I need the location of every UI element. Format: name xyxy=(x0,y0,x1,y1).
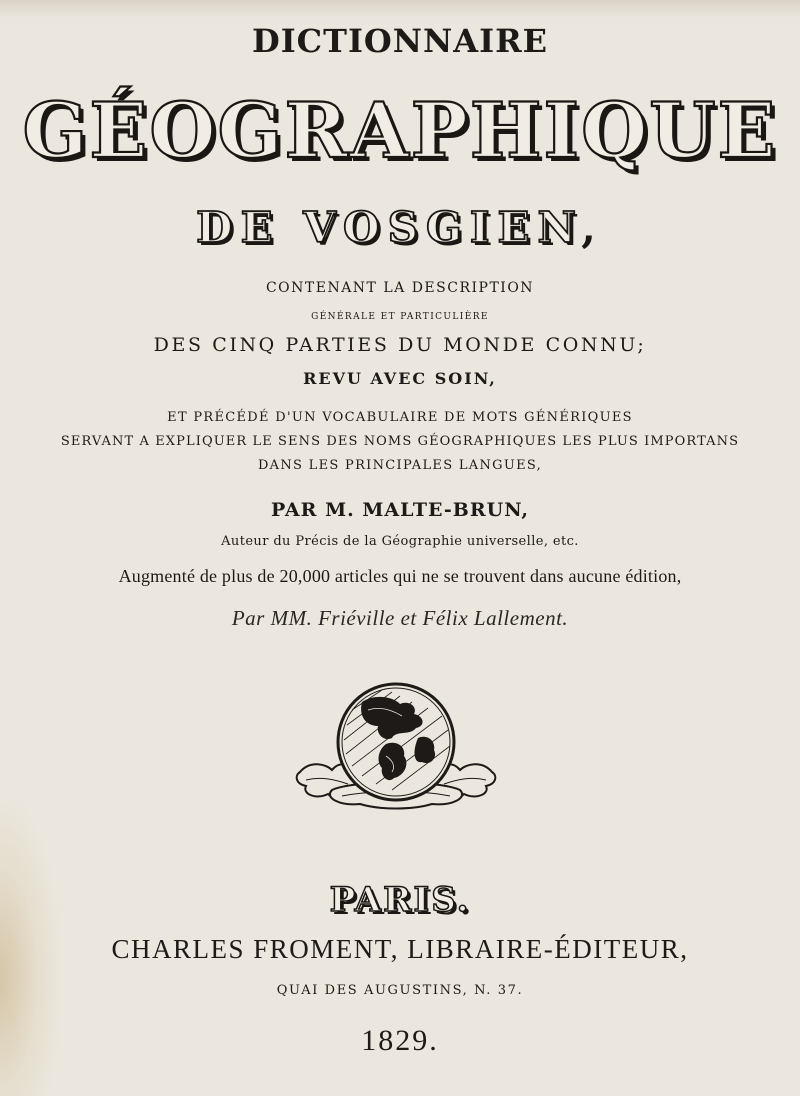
subtitle-precede: ET PRÉCÉDÉ D'UN VOCABULAIRE DE MOTS GÉNÉRIQUES xyxy=(167,410,633,425)
title-de-vosgien-text: DE VOSGIEN xyxy=(196,203,582,252)
subtitle-servant: SERVANT A EXPLIQUER LE SENS DES NOMS GÉOGRAPHIQUES LES PLUS IMPORTANS xyxy=(60,434,740,449)
author-credentials: Auteur du Précis de la Géographie universelle, etc. xyxy=(221,534,579,549)
title-de-vosgien-comma: , xyxy=(581,203,604,252)
imprint-address: QUAI DES AUGUSTINS, N. 37. xyxy=(276,983,524,998)
subtitle-revu: REVU AVEC SOIN, xyxy=(303,369,497,388)
title-de-vosgien xyxy=(0,203,800,252)
subtitle-dans: DANS LES PRINCIPALES LANGUES, xyxy=(257,458,543,473)
author-line: PAR M. MALTE-BRUN, xyxy=(271,499,529,521)
edition-note: Augmenté de plus de 20,000 articles qui ne se trouvent dans aucune édition, xyxy=(118,566,682,586)
imprint-publisher: CHARLES FROMENT, LIBRAIRE-ÉDITEUR, xyxy=(111,934,689,964)
subtitle-generale: GÉNÉRALE ET PARTICULIÈRE xyxy=(311,312,489,322)
globe-vignette-icon xyxy=(292,680,500,820)
imprint-city: PARIS. xyxy=(329,880,471,920)
subtitle-cinq-parties: DES CINQ PARTIES DU MONDE CONNU; xyxy=(153,334,647,356)
imprint-year: 1829. xyxy=(361,1024,439,1057)
page-edge-shadow xyxy=(0,0,800,18)
title-dictionnaire: DICTIONNAIRE xyxy=(251,22,549,60)
subtitle-contenant: CONTENANT LA DESCRIPTION xyxy=(265,280,535,296)
handwritten-note: Par MM. Friéville et Félix Lallement. xyxy=(231,606,569,630)
title-geographique: GÉOGRAPHIQUE xyxy=(22,86,778,175)
